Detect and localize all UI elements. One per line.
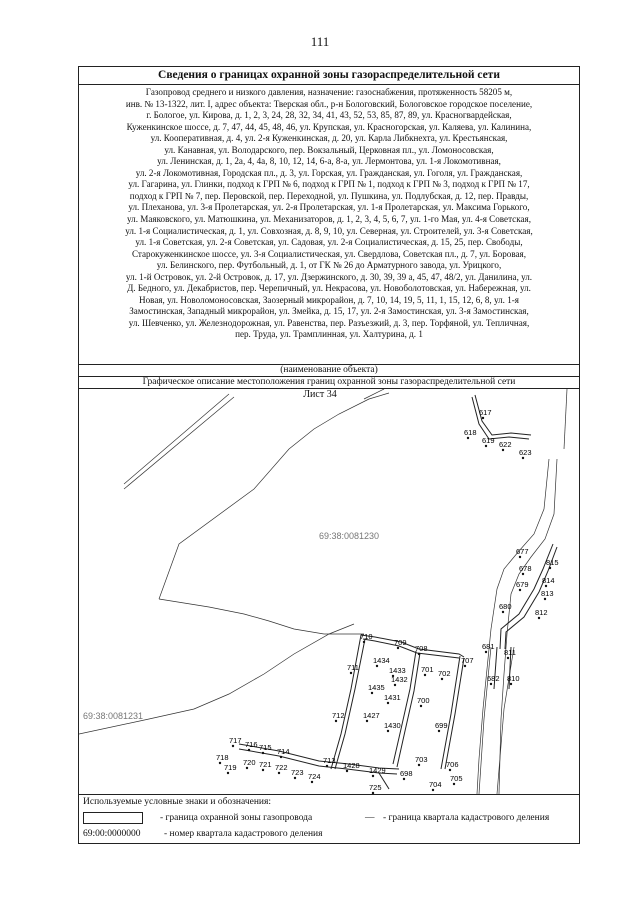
description-line: ул. 2-я Локомотивная, Городская пл., д. 3, ул. Горская, ул. Гражданская, ул. Гоголя, ул. Гражданская, bbox=[135, 167, 523, 178]
point-label: 709 bbox=[394, 638, 407, 647]
point-marker bbox=[246, 767, 248, 769]
point-marker bbox=[510, 683, 512, 685]
description-line: Куженкинское шоссе, д. 7, 47, 44, 45, 48, 46, ул. Крупская, ул. Красногорская, ул. Каляева, ул. Калинина, bbox=[126, 121, 532, 132]
point-label: 1434 bbox=[373, 656, 390, 665]
point-label: 703 bbox=[415, 755, 428, 764]
point-label: 707 bbox=[461, 656, 474, 665]
description-line: ул. Маяковского, ул. Матюшкина, ул. Механизаторов, д. 1, 2, 3, 4, 5, 6, 7, ул. 1-го Мая, ул. 4-я Советская, bbox=[127, 214, 531, 225]
point-marker bbox=[335, 720, 337, 722]
point-marker bbox=[420, 705, 422, 707]
point-marker bbox=[403, 778, 405, 780]
point-marker bbox=[376, 665, 378, 667]
point-label: 700 bbox=[417, 696, 430, 705]
page-number: 111 bbox=[310, 34, 330, 49]
point-marker bbox=[490, 683, 492, 685]
point-marker bbox=[311, 781, 313, 783]
description-line: пер. Труда, ул. Трамплинная, ул. Халтурина, д. 1 bbox=[235, 329, 423, 340]
point-marker bbox=[372, 775, 374, 777]
point-label: 723 bbox=[291, 768, 304, 777]
point-label: 680 bbox=[499, 602, 512, 611]
description-line: Д. Бедного, ул. Декабристов, пер. Черепичный, ул. Некрасова, ул. Новоболотовская, ул. Набережная, ул. bbox=[127, 283, 531, 294]
point-label: 623 bbox=[519, 448, 532, 457]
point-label: 716 bbox=[245, 740, 258, 749]
point-marker bbox=[366, 720, 368, 722]
point-marker bbox=[464, 665, 466, 667]
point-marker bbox=[538, 617, 540, 619]
point-marker bbox=[346, 770, 348, 772]
point-label: 815 bbox=[546, 558, 559, 567]
cadastral-map bbox=[79, 389, 579, 794]
legend-zone-text: - граница охранной зоны газопровода bbox=[160, 813, 313, 823]
point-marker bbox=[453, 783, 455, 785]
point-label: 720 bbox=[243, 758, 256, 767]
point-label: 1435 bbox=[368, 683, 385, 692]
point-marker bbox=[485, 445, 487, 447]
point-label: 708 bbox=[415, 644, 428, 653]
legend-code-sample: 69:00:0000000 bbox=[83, 829, 141, 839]
point-marker bbox=[387, 730, 389, 732]
description-line: Замостинская, Западный микрорайон, ул. Змейка, д. 15, 17, ул. 2-я Замостинская, ул. 3-я Замостинская, bbox=[129, 306, 529, 317]
point-label: 1431 bbox=[384, 693, 401, 702]
description-line: ул. Белинского, пер. Футбольный, д. 1, от ГК № 26 до Арматурного завода, ул. Урицкого, bbox=[156, 260, 502, 271]
point-label: 704 bbox=[429, 780, 442, 789]
point-label: 711 bbox=[347, 663, 359, 672]
point-label: 715 bbox=[259, 743, 272, 752]
point-label: 681 bbox=[482, 642, 495, 651]
point-label: 713 bbox=[323, 756, 336, 765]
point-marker bbox=[522, 457, 524, 459]
graphic-title: Графическое описание местоположения границ охранной зоны газораспределительной сети bbox=[79, 377, 579, 389]
point-marker bbox=[350, 672, 352, 674]
point-label: 698 bbox=[400, 769, 413, 778]
point-label: 622 bbox=[499, 440, 512, 449]
point-marker bbox=[424, 674, 426, 676]
point-marker bbox=[371, 692, 373, 694]
point-marker bbox=[278, 772, 280, 774]
description-line: подход к ГРП № 7, пер. Перовской, пер. Переходной, ул. Пушкина, ул. Подлубская, д. 12, пер. Правды, bbox=[129, 190, 529, 201]
point-label: 677 bbox=[516, 547, 529, 556]
point-marker bbox=[549, 567, 551, 569]
point-label: 619 bbox=[482, 436, 495, 445]
point-label: 718 bbox=[216, 753, 229, 762]
sheet-label: Лист 34 bbox=[303, 389, 337, 400]
point-label: 706 bbox=[446, 760, 459, 769]
point-label: 699 bbox=[435, 721, 448, 730]
point-label: 717 bbox=[229, 736, 242, 745]
point-marker bbox=[485, 651, 487, 653]
point-marker bbox=[232, 745, 234, 747]
point-label: 719 bbox=[224, 763, 237, 772]
point-label: 812 bbox=[535, 608, 548, 617]
point-marker bbox=[467, 437, 469, 439]
quarter-boundaries bbox=[79, 389, 567, 794]
point-label: 725 bbox=[369, 783, 382, 792]
point-label: 811 bbox=[504, 648, 516, 657]
point-marker bbox=[387, 702, 389, 704]
legend-quarter-text: - граница квартала кадастрового деления bbox=[383, 813, 550, 823]
point-label: 705 bbox=[450, 774, 463, 783]
point-marker bbox=[545, 585, 547, 587]
point-marker bbox=[432, 789, 434, 791]
point-marker bbox=[397, 647, 399, 649]
point-label: 721 bbox=[259, 760, 272, 769]
point-label: 1428 bbox=[343, 761, 360, 770]
quarter-label-main: 69:38:0081230 bbox=[319, 531, 380, 541]
point-label: 618 bbox=[464, 428, 477, 437]
point-marker bbox=[363, 641, 365, 643]
point-marker bbox=[449, 769, 451, 771]
point-marker bbox=[262, 769, 264, 771]
point-marker bbox=[441, 678, 443, 680]
point-label: 1430 bbox=[384, 721, 401, 730]
point-label: 810 bbox=[507, 674, 520, 683]
point-label: 722 bbox=[275, 763, 288, 772]
point-label: 1432 bbox=[391, 675, 408, 684]
legend-heading: Используемые условные знаки и обозначения: bbox=[83, 797, 272, 807]
point-label: 814 bbox=[542, 576, 555, 585]
description-line: ул. Шевченко, ул. Железнодорожная, ул. Равенства, пер. Разъезжий, д. 3, пер. Торфяной, ул. Тепличная, bbox=[128, 317, 530, 328]
object-description bbox=[84, 87, 574, 341]
point-marker bbox=[248, 749, 250, 751]
point-marker bbox=[502, 449, 504, 451]
description-line: ул. 1-я Социалистическая, д. 1, ул. Совхозная, д. 8, 9, 10, ул. Северная, ул. Строителей, ул. 3-я Советская, bbox=[125, 225, 533, 236]
point-marker bbox=[519, 556, 521, 558]
point-label: 1427 bbox=[363, 711, 380, 720]
point-marker bbox=[326, 765, 328, 767]
point-marker bbox=[262, 752, 264, 754]
description-line: ул. 1-я Советская, ул. 2-я Советская, ул. Садовая, ул. 2-я Социалистическая, д. 15, 25, пер. Свободы, bbox=[135, 237, 523, 248]
description-line: ул. Плеханова, ул. 3-я Пролетарская, ул. 2-я Пролетарская, ул. 1-я Пролетарская, ул. Максима Горького, bbox=[128, 202, 530, 213]
point-marker bbox=[522, 573, 524, 575]
description-line: ул. Гагарина, ул. Глинки, подход к ГРП № 6, подход к ГРП № 1, подход к ГРП № 3, подход к ГРП № 17, bbox=[128, 179, 530, 190]
description-line: инв. № 13-1322, лит. I, адрес объекта: Тверская обл., р-н Бологовский, Бологовское городское поселение, bbox=[125, 98, 533, 109]
point-label: 1429 bbox=[369, 766, 386, 775]
document-title: Сведения о границах охранной зоны газораспределительной сети bbox=[79, 67, 579, 85]
point-label: 714 bbox=[277, 747, 290, 756]
description-line: Старокуженкинское шоссе, ул. 3-я Социалистическая, ул. Свердлова, Советская пл., д. 7, ул. Боровая, bbox=[131, 248, 527, 259]
map-svg bbox=[79, 389, 579, 794]
description-line: г. Бологое, ул. Кирова, д. 1, 2, 3, 24, 28, 32, 34, 41, 43, 52, 53, 85, 87, 89, ул. Красногвардейская, bbox=[146, 110, 512, 121]
description-line: ул. Ленинская, д. 1, 2а, 4, 4а, 8, 10, 12, 14, 6-а, 8-а, ул. Лермонтова, ул. 1-я Локомотивная, bbox=[157, 156, 501, 167]
point-label: 678 bbox=[519, 564, 532, 573]
point-marker bbox=[507, 657, 509, 659]
point-marker bbox=[519, 589, 521, 591]
description-line: ул. Кооперативная, д. 4, ул. 2-я Куженкинская, д. 20, ул. Карла Либкнехта, ул. Крестьянская, bbox=[150, 133, 508, 144]
legend-divider bbox=[79, 794, 579, 795]
object-caption: (наименование объекта) bbox=[79, 364, 579, 377]
point-marker bbox=[294, 777, 296, 779]
description-line: ул. Канавная, ул. Володарского, пер. Вокзальный, Церковная пл., ул. Ломоносовская, bbox=[164, 144, 494, 155]
point-marker bbox=[394, 684, 396, 686]
point-marker bbox=[438, 730, 440, 732]
point-marker bbox=[502, 611, 504, 613]
legend-zone-symbol bbox=[83, 812, 143, 824]
legend-code-text: - номер квартала кадастрового деления bbox=[164, 829, 323, 839]
point-label: 710 bbox=[360, 632, 373, 641]
point-label: 617 bbox=[479, 408, 492, 417]
description-line: Новая, ул. Новоломоносовская, Заозерный микрорайон, д. 7, 10, 14, 19, 5, 11, 1, 15, 12, 6, 8, ул. 1-я bbox=[139, 294, 519, 305]
point-label: 682 bbox=[487, 674, 500, 683]
point-marker bbox=[219, 762, 221, 764]
point-marker bbox=[544, 598, 546, 600]
description-line: Газопровод среднего и низкого давления, назначение: газоснабжения, протяженность 58205 м, bbox=[145, 87, 513, 97]
point-marker bbox=[418, 653, 420, 655]
point-label: 712 bbox=[332, 711, 345, 720]
point-label: 679 bbox=[516, 580, 529, 589]
quarter-label-left: 69:38:0081231 bbox=[83, 711, 144, 721]
point-marker bbox=[227, 772, 229, 774]
point-label: 813 bbox=[541, 589, 554, 598]
point-labels bbox=[216, 408, 559, 794]
legend-quarter-symbol: — bbox=[365, 813, 375, 823]
point-marker bbox=[280, 756, 282, 758]
point-label: 702 bbox=[438, 669, 451, 678]
point-label: 1433 bbox=[389, 666, 406, 675]
point-marker bbox=[482, 417, 484, 419]
point-marker bbox=[418, 764, 420, 766]
point-label: 701 bbox=[421, 665, 434, 674]
description-line: ул. 1-й Островок, ул. 2-й Островок, д. 17, ул. Дзержинского, д. 30, 39, 39 а, 45, 47, 48/2, ул. Данилина, ул. bbox=[125, 271, 533, 282]
point-label: 724 bbox=[308, 772, 321, 781]
